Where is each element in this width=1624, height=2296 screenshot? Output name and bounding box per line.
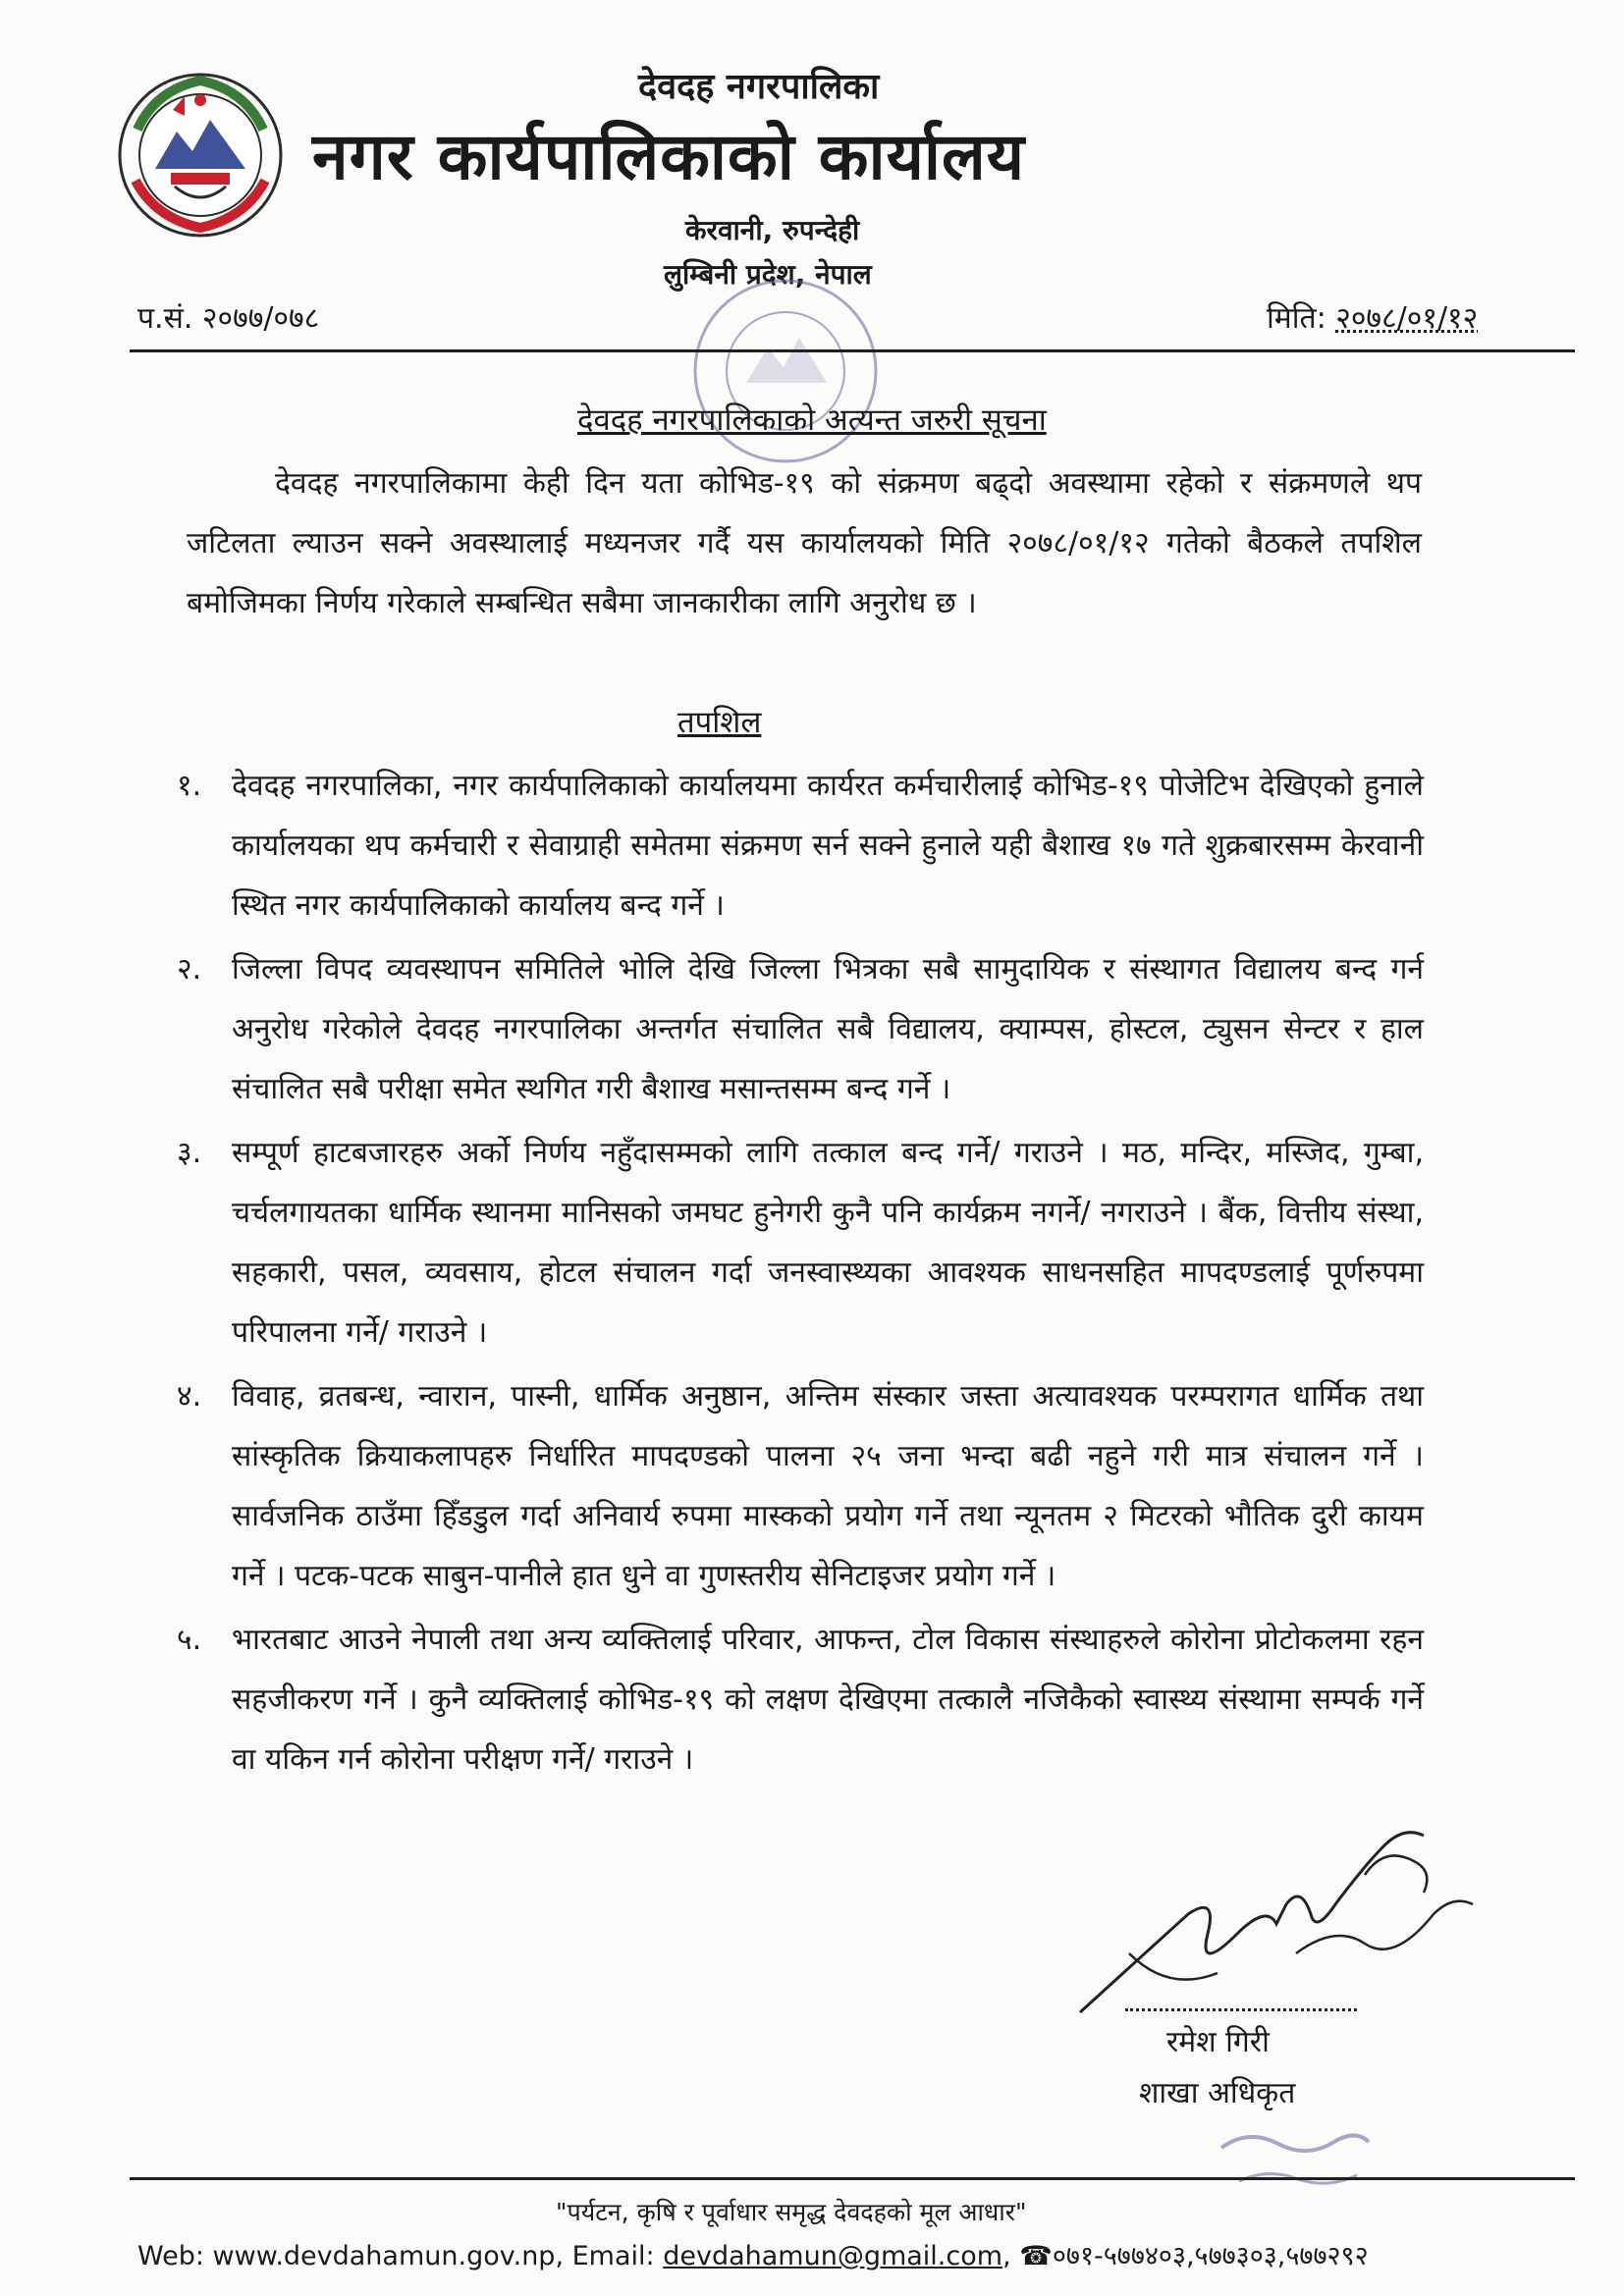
item-number: ४. bbox=[177, 1379, 202, 1414]
item-text: सम्पूर्ण हाटबजारहरु अर्को निर्णय नहुँदासम्मको लागि तत्काल बन्द गर्ने/ गराउने । मठ, मन्दिर, मस्जिद, गुम्बा, चर्चलगायतका धार्मिक स्थानमा मानिसको जमघट हुनेगरी कुनै पनि कार्यक्रम नगर्ने/ नगराउने । बैंक, वित्तीय संस्था, सहकारी, पसल, व्यवसाय, होटल संचालन गर्दा जनस्वास्थ्यका आवश्यक साधनसहित मापदण्डलाई पूर्णरुपमा परिपालना गर्ने/ गराउने । bbox=[232, 1136, 1424, 1350]
item-number: १. bbox=[177, 769, 202, 803]
item-number: ३. bbox=[177, 1136, 202, 1170]
handwritten-signature-icon bbox=[1070, 1806, 1483, 2032]
footer-divider bbox=[130, 2177, 1575, 2180]
item-text: भारतबाट आउने नेपाली तथा अन्य व्यक्तिलाई परिवार, आफन्त, टोल विकास संस्थाहरुले कोरोना प्रोटोकलमा रहन सहजीकरण गर्ने । कुनै व्यक्तिलाई कोभिड-१९ को लक्षण देखिएमा तत्कालै नजिकैको स्वास्थ्य संस्थामा सम्पर्क गर्ने वा यकिन गर्न कोरोना परीक्षण गर्ने/ गराउने । bbox=[232, 1623, 1424, 1777]
phone-icon: ☎ bbox=[1019, 2241, 1053, 2271]
municipal-seal-stamp-icon bbox=[687, 273, 884, 469]
footer-contact: Web: www.devdahamun.gov.np, Email: devdahamun@gmail.com, ☎०७१-५७७४०३,५७७३०३,५७७२९२ bbox=[137, 2241, 1369, 2271]
signature-line bbox=[1125, 2008, 1357, 2011]
item-number: ५. bbox=[177, 1623, 202, 1657]
list-item bbox=[177, 939, 1424, 1119]
signatory-post: शाखा अधिकृत bbox=[1139, 2076, 1296, 2110]
list-item bbox=[177, 1123, 1424, 1362]
web-label: Web: bbox=[137, 2241, 213, 2271]
decision-list bbox=[177, 756, 1424, 1793]
email-link[interactable]: devdahamun@gmail.com bbox=[663, 2241, 1003, 2271]
list-item bbox=[177, 1366, 1424, 1606]
name-stamp-icon bbox=[1210, 2109, 1377, 2197]
details-subtitle: तपशिल bbox=[677, 705, 762, 740]
notice-intro-paragraph: देवदह नगरपालिकामा केही दिन यता कोभिड-१९ को संक्रमण बढ्दो अवस्थामा रहेको र संक्रमणले थप जटिलता ल्याउन सक्ने अवस्थालाई मध्यनजर गर्दै यस कार्यालयको मिति २०७८/०१/१२ गतेको बैठकले तपशिल बमोजिमका निर्णय गरेकाले सम्बन्धित सबैमा जानकारीका लागि अनुरोध छ । bbox=[187, 466, 1422, 620]
email-label: , Email: bbox=[555, 2241, 664, 2271]
government-emblem-icon bbox=[116, 71, 285, 240]
footer-slogan: "पर्यटन, कृषि र पूर्वाधार समृद्ध देवदहको मूल आधार" bbox=[556, 2198, 1027, 2226]
date-label: मिति: bbox=[1267, 301, 1326, 336]
notice-title: देवदह नगरपालिकाको अत्यन्त जरुरी सूचना bbox=[577, 402, 1047, 438]
item-number: २. bbox=[177, 952, 202, 987]
date-value: २०७८/०१/१२ bbox=[1335, 301, 1479, 336]
date-block bbox=[1267, 296, 1478, 337]
phone-numbers: ०७१-५७७४०३,५७७३०३,५७७२९२ bbox=[1052, 2241, 1369, 2271]
item-text: देवदह नगरपालिका, नगर कार्यपालिकाको कार्यालयमा कार्यरत कर्मचारीलाई कोभिड-१९ पोजेटिभ देखिएको हुनाले कार्यालयका थप कर्मचारी र सेवाग्राही समेतमा संक्रमण सर्न सक्ने हुनाले यही बैशाख १७ गते शुक्रबारसम्म केरवानी स्थित नगर कार्यपालिकाको कार्यालय बन्द गर्ने । bbox=[232, 769, 1424, 923]
org-name-big: नगर कार्यपालिकाको कार्यालय bbox=[312, 119, 1025, 194]
item-text: जिल्ला विपद व्यवस्थापन समितिले भोलि देखि जिल्ला भित्रका सबै सामुदायिक र संस्थागत विद्यालय बन्द गर्न अनुरोध गरेकोले देवदह नगरपालिका अन्तर्गत संचालित सबै विद्यालय, क्याम्पस, होस्टल, ट्युसन सेन्टर र हाल संचालित सबै परीक्षा समेत स्थगित गरी बैशाख मसान्तसम्म बन्द गर्ने । bbox=[232, 952, 1424, 1106]
reference-number: प.सं. २०७७/०७८ bbox=[137, 301, 320, 336]
header-divider bbox=[130, 349, 1575, 352]
address-line-1: केरवानी, रुपन्देही bbox=[685, 214, 860, 246]
website-link[interactable]: www.devdahamun.gov.np bbox=[212, 2241, 556, 2271]
org-name-small: देवदह नगरपालिका bbox=[638, 67, 880, 107]
address-line-2: लुम्बिनी प्रदेश, नेपाल bbox=[664, 258, 872, 291]
list-item bbox=[177, 756, 1424, 935]
item-text: विवाह, व्रतबन्ध, न्वारान, पास्नी, धार्मिक अनुष्ठान, अन्तिम संस्कार जस्ता अत्यावश्यक परम्परागत धार्मिक तथा सांस्कृतिक क्रियाकलापहरु निर्धारित मापदण्डको पालना २५ जना भन्दा बढी नहुने गरी मात्र संचालन गर्ने । सार्वजनिक ठाउँमा हिँडडुल गर्दा अनिवार्य रुपमा मास्कको प्रयोग गर्ने तथा न्यूनतम २ मिटरको भौतिक दुरी कायम गर्ने । पटक-पटक साबुन-पानीले हात धुने वा गुणस्तरीय सेनिटाइजर प्रयोग गर्ने । bbox=[232, 1379, 1424, 1593]
list-item bbox=[177, 1610, 1424, 1789]
signatory-name: रमेश गिरी bbox=[1166, 2025, 1270, 2059]
